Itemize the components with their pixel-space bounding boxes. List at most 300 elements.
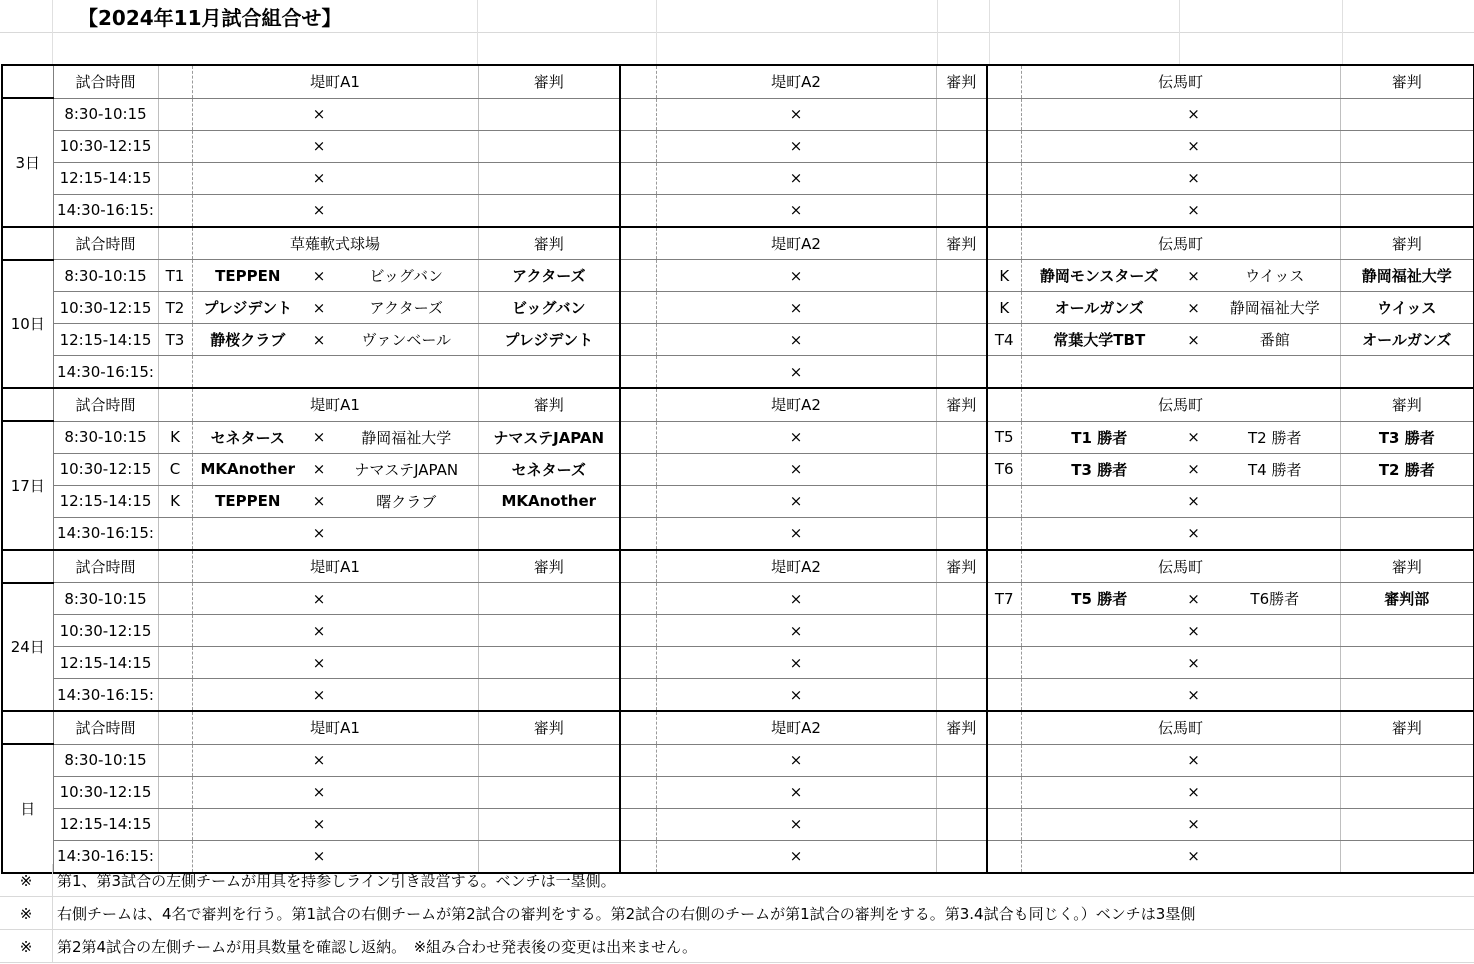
match-code <box>158 615 192 647</box>
code-header-blank <box>158 388 192 421</box>
referee-team <box>936 679 987 712</box>
match-code <box>158 162 192 194</box>
team-left <box>656 162 780 194</box>
versus-mark: × <box>303 776 335 808</box>
referee-team <box>1340 130 1474 162</box>
match-row <box>2 194 1474 227</box>
referee-team: ウイッス <box>1340 292 1474 324</box>
referee-header: 審判 <box>936 388 987 421</box>
versus-mark: × <box>780 679 812 712</box>
referee-team <box>936 356 987 389</box>
team-left: T5 勝者 <box>1021 583 1177 615</box>
team-left <box>1021 679 1177 712</box>
notes-section <box>0 864 1474 963</box>
team-right <box>812 356 936 389</box>
match-code <box>158 776 192 808</box>
code-header-blank <box>987 65 1021 98</box>
referee-team <box>478 356 620 389</box>
team-right <box>1210 615 1340 647</box>
match-code: C <box>158 453 192 485</box>
team-right: アクターズ <box>335 292 478 324</box>
referee-team <box>1340 356 1474 389</box>
match-code <box>987 194 1021 227</box>
team-left <box>192 130 303 162</box>
referee-team <box>478 517 620 550</box>
referee-team <box>936 615 987 647</box>
match-row <box>2 260 1474 292</box>
versus-mark: × <box>1177 583 1210 615</box>
referee-team <box>1340 776 1474 808</box>
versus-mark: × <box>1177 260 1210 292</box>
match-time: 14:30-16:15: <box>53 356 158 389</box>
team-right <box>812 517 936 550</box>
time-header: 試合時間 <box>53 227 158 260</box>
versus-mark: × <box>780 517 812 550</box>
team-left <box>1021 130 1177 162</box>
match-code <box>620 615 656 647</box>
match-time: 14:30-16:15: <box>53 840 158 873</box>
versus-mark: × <box>303 679 335 712</box>
versus-mark: × <box>780 194 812 227</box>
team-right <box>335 615 478 647</box>
match-time: 8:30-10:15 <box>53 421 158 453</box>
venue1-header: 堤町A1 <box>192 550 478 583</box>
match-code <box>987 517 1021 550</box>
team-left <box>1021 98 1177 130</box>
versus-mark: × <box>303 744 335 776</box>
match-code: T3 <box>158 324 192 356</box>
team-right: ヴァンベール <box>335 324 478 356</box>
referee-header: 審判 <box>478 711 620 744</box>
venue2-header: 堤町A2 <box>656 550 936 583</box>
versus-mark: × <box>1177 485 1210 517</box>
referee-header: 審判 <box>1340 65 1474 98</box>
schedule-table <box>1 64 1474 874</box>
day-header-blank <box>2 550 53 583</box>
team-right <box>812 679 936 712</box>
match-code <box>620 485 656 517</box>
team-left <box>192 776 303 808</box>
match-code <box>158 98 192 130</box>
day-header-blank <box>2 227 53 260</box>
match-time: 10:30-12:15 <box>53 130 158 162</box>
note-row <box>0 864 1474 897</box>
match-row <box>2 162 1474 194</box>
gridline <box>0 32 1474 33</box>
versus-mark: × <box>303 130 335 162</box>
referee-header: 審判 <box>478 227 620 260</box>
referee-team <box>936 98 987 130</box>
referee-team: 審判部 <box>1340 583 1474 615</box>
match-code <box>620 260 656 292</box>
match-code: T1 <box>158 260 192 292</box>
team-left <box>656 194 780 227</box>
venue2-header: 堤町A2 <box>656 227 936 260</box>
team-right <box>1210 744 1340 776</box>
note-row <box>0 897 1474 930</box>
referee-team <box>1340 615 1474 647</box>
versus-mark: × <box>780 292 812 324</box>
match-code <box>158 647 192 679</box>
time-header: 試合時間 <box>53 388 158 421</box>
team-right <box>335 647 478 679</box>
match-code <box>158 808 192 840</box>
match-code <box>620 679 656 712</box>
versus-mark: × <box>303 260 335 292</box>
referee-team <box>478 679 620 712</box>
versus-mark: × <box>1177 421 1210 453</box>
team-right: ウイッス <box>1210 260 1340 292</box>
code-header-blank <box>987 227 1021 260</box>
note-text: 第1、第3試合の左側チームが用具を持参しライン引き設営する。ベンチは一塁側。 <box>57 872 616 890</box>
team-right: 曙クラブ <box>335 485 478 517</box>
day-header-blank <box>2 711 53 744</box>
versus-mark: × <box>1177 194 1210 227</box>
referee-team <box>936 485 987 517</box>
versus-mark <box>303 356 335 389</box>
versus-mark: × <box>303 292 335 324</box>
code-header-blank <box>158 711 192 744</box>
match-code <box>158 130 192 162</box>
team-right <box>335 130 478 162</box>
match-code <box>158 194 192 227</box>
match-code: T4 <box>987 324 1021 356</box>
team-left <box>192 679 303 712</box>
versus-mark: × <box>303 324 335 356</box>
team-left <box>656 808 780 840</box>
team-right: 静岡福祉大学 <box>1210 292 1340 324</box>
gridline <box>989 0 990 64</box>
match-time: 10:30-12:15 <box>53 453 158 485</box>
versus-mark: × <box>780 98 812 130</box>
code-header-blank <box>158 550 192 583</box>
versus-mark: × <box>1177 776 1210 808</box>
match-code <box>620 356 656 389</box>
referee-team <box>936 324 987 356</box>
team-left <box>656 679 780 712</box>
venue3-header: 伝馬町 <box>1021 388 1340 421</box>
versus-mark: × <box>780 260 812 292</box>
page-title: 【2024年11月試合組合せ】 <box>78 6 342 30</box>
versus-mark: × <box>303 583 335 615</box>
team-right <box>1210 679 1340 712</box>
referee-team <box>478 744 620 776</box>
team-right <box>812 162 936 194</box>
match-code <box>987 485 1021 517</box>
versus-mark: × <box>303 98 335 130</box>
referee-team <box>936 647 987 679</box>
match-row <box>2 130 1474 162</box>
referee-team <box>1340 194 1474 227</box>
match-code <box>620 808 656 840</box>
versus-mark: × <box>1177 292 1210 324</box>
referee-team <box>1340 808 1474 840</box>
versus-mark: × <box>1177 647 1210 679</box>
team-left <box>1021 615 1177 647</box>
match-code <box>620 517 656 550</box>
team-left <box>656 583 780 615</box>
referee-header: 審判 <box>478 65 620 98</box>
team-left: TEPPEN <box>192 260 303 292</box>
match-code <box>620 130 656 162</box>
team-left <box>1021 485 1177 517</box>
team-right: 静岡福祉大学 <box>335 421 478 453</box>
match-code <box>620 421 656 453</box>
referee-header: 審判 <box>936 550 987 583</box>
referee-team: オールガンズ <box>1340 324 1474 356</box>
team-left <box>656 485 780 517</box>
match-time: 14:30-16:15: <box>53 517 158 550</box>
referee-team: アクターズ <box>478 260 620 292</box>
match-code <box>620 194 656 227</box>
match-row <box>2 647 1474 679</box>
team-left <box>1021 776 1177 808</box>
gridline <box>1342 0 1343 64</box>
referee-header: 審判 <box>1340 227 1474 260</box>
versus-mark: × <box>1177 679 1210 712</box>
code-header-blank <box>620 65 656 98</box>
referee-team <box>478 194 620 227</box>
match-code <box>620 744 656 776</box>
referee-team <box>936 453 987 485</box>
match-time: 8:30-10:15 <box>53 260 158 292</box>
referee-team <box>478 583 620 615</box>
versus-mark: × <box>303 162 335 194</box>
referee-header: 審判 <box>936 227 987 260</box>
team-left <box>656 260 780 292</box>
code-header-blank <box>987 711 1021 744</box>
versus-mark: × <box>780 647 812 679</box>
referee-team <box>1340 647 1474 679</box>
versus-mark: × <box>780 485 812 517</box>
match-time: 14:30-16:15: <box>53 194 158 227</box>
team-right <box>335 194 478 227</box>
referee-team <box>1340 517 1474 550</box>
team-left <box>656 647 780 679</box>
match-time: 8:30-10:15 <box>53 98 158 130</box>
match-time: 14:30-16:15: <box>53 679 158 712</box>
referee-team <box>936 130 987 162</box>
venue3-header: 伝馬町 <box>1021 711 1340 744</box>
team-left <box>192 744 303 776</box>
team-left <box>656 130 780 162</box>
versus-mark: × <box>1177 517 1210 550</box>
referee-team <box>936 194 987 227</box>
match-code <box>620 647 656 679</box>
venue1-header: 堤町A1 <box>192 711 478 744</box>
team-left <box>1021 647 1177 679</box>
team-right <box>335 583 478 615</box>
venue1-header: 堤町A1 <box>192 65 478 98</box>
note-mark: ※ <box>0 864 53 896</box>
team-left: 常葉大学TBT <box>1021 324 1177 356</box>
versus-mark: × <box>1177 840 1210 873</box>
match-time: 10:30-12:15 <box>53 776 158 808</box>
venue2-header: 堤町A2 <box>656 388 936 421</box>
match-code: K <box>987 260 1021 292</box>
match-code: T5 <box>987 421 1021 453</box>
team-left <box>656 324 780 356</box>
code-header-blank <box>987 388 1021 421</box>
team-left <box>656 421 780 453</box>
note-row <box>0 930 1474 963</box>
team-left <box>656 453 780 485</box>
match-row <box>2 517 1474 550</box>
team-right <box>812 744 936 776</box>
match-code <box>620 453 656 485</box>
venue-header-row <box>2 550 1474 583</box>
versus-mark: × <box>303 615 335 647</box>
venue-header-row <box>2 227 1474 260</box>
versus-mark: × <box>303 453 335 485</box>
code-header-blank <box>620 227 656 260</box>
referee-header: 審判 <box>936 65 987 98</box>
match-row <box>2 324 1474 356</box>
day-label: 3日 <box>2 98 53 227</box>
referee-header: 審判 <box>478 550 620 583</box>
referee-team: ナマステJAPAN <box>478 421 620 453</box>
referee-team <box>1340 679 1474 712</box>
match-code <box>620 162 656 194</box>
team-right <box>1210 194 1340 227</box>
venue1-header: 堤町A1 <box>192 388 478 421</box>
match-row <box>2 776 1474 808</box>
team-left: T3 勝者 <box>1021 453 1177 485</box>
match-code <box>620 583 656 615</box>
match-time: 10:30-12:15 <box>53 292 158 324</box>
venue-header-row <box>2 65 1474 98</box>
team-left <box>656 517 780 550</box>
versus-mark: × <box>1177 98 1210 130</box>
referee-header: 審判 <box>1340 711 1474 744</box>
referee-team: T3 勝者 <box>1340 421 1474 453</box>
match-row <box>2 292 1474 324</box>
venue1-header: 草薙軟式球場 <box>192 227 478 260</box>
referee-team: セネターズ <box>478 453 620 485</box>
team-left <box>656 356 780 389</box>
gridline <box>937 0 938 64</box>
team-right <box>812 130 936 162</box>
venue2-header: 堤町A2 <box>656 65 936 98</box>
referee-team <box>936 517 987 550</box>
team-right <box>1210 485 1340 517</box>
team-right <box>335 679 478 712</box>
day-label: 10日 <box>2 260 53 389</box>
gridline <box>656 0 657 64</box>
venue3-header: 伝馬町 <box>1021 227 1340 260</box>
referee-team <box>1340 162 1474 194</box>
match-time: 12:15-14:15 <box>53 808 158 840</box>
match-code <box>987 647 1021 679</box>
team-left <box>192 356 303 389</box>
match-row <box>2 744 1474 776</box>
referee-team: 静岡福祉大学 <box>1340 260 1474 292</box>
referee-team <box>1340 744 1474 776</box>
note-text: 第2第4試合の左側チームが用具数量を確認し返納。 ※組み合わせ発表後の変更は出来ません。 <box>57 938 698 956</box>
gridline <box>477 0 478 64</box>
referee-team <box>936 421 987 453</box>
team-left <box>192 162 303 194</box>
team-right <box>335 744 478 776</box>
versus-mark: × <box>303 194 335 227</box>
team-right <box>335 808 478 840</box>
match-time: 10:30-12:15 <box>53 615 158 647</box>
venue-header-row <box>2 388 1474 421</box>
code-header-blank <box>620 388 656 421</box>
team-right: T2 勝者 <box>1210 421 1340 453</box>
versus-mark: × <box>780 808 812 840</box>
team-left: プレジデント <box>192 292 303 324</box>
team-left <box>1021 162 1177 194</box>
team-left <box>1021 744 1177 776</box>
versus-mark: × <box>1177 453 1210 485</box>
versus-mark: × <box>780 324 812 356</box>
team-right <box>812 647 936 679</box>
match-code: T2 <box>158 292 192 324</box>
note-text: 右側チームは、4名で審判を行う。第1試合の右側チームが第2試合の審判をする。第2試合の右側のチームが第1試合の審判をする。第3.4試合も同じく。）ベンチは3塁側 <box>57 905 1196 923</box>
team-right <box>335 162 478 194</box>
match-code: K <box>158 421 192 453</box>
team-left <box>1021 517 1177 550</box>
match-code: T7 <box>987 583 1021 615</box>
team-right: T6勝者 <box>1210 583 1340 615</box>
match-code <box>987 130 1021 162</box>
referee-team <box>478 647 620 679</box>
versus-mark: × <box>303 840 335 873</box>
time-header: 試合時間 <box>53 711 158 744</box>
team-right <box>1210 517 1340 550</box>
match-code <box>620 776 656 808</box>
code-header-blank <box>987 550 1021 583</box>
team-right <box>812 324 936 356</box>
team-left <box>192 194 303 227</box>
note-mark: ※ <box>0 930 53 962</box>
team-right <box>812 615 936 647</box>
team-right <box>1210 808 1340 840</box>
team-right <box>812 292 936 324</box>
gridline <box>52 0 53 64</box>
venue3-header: 伝馬町 <box>1021 550 1340 583</box>
match-time: 8:30-10:15 <box>53 583 158 615</box>
versus-mark: × <box>1177 615 1210 647</box>
match-code <box>158 744 192 776</box>
referee-team <box>478 776 620 808</box>
match-code <box>987 808 1021 840</box>
team-left <box>192 615 303 647</box>
team-left <box>192 808 303 840</box>
referee-header: 審判 <box>1340 550 1474 583</box>
versus-mark: × <box>780 744 812 776</box>
match-code: T6 <box>987 453 1021 485</box>
versus-mark: × <box>303 421 335 453</box>
versus-mark: × <box>303 517 335 550</box>
team-right <box>1210 130 1340 162</box>
team-left: T1 勝者 <box>1021 421 1177 453</box>
match-time: 12:15-14:15 <box>53 162 158 194</box>
match-code <box>987 615 1021 647</box>
referee-team: MKAnother <box>478 485 620 517</box>
team-left <box>192 98 303 130</box>
match-code <box>987 776 1021 808</box>
match-time: 8:30-10:15 <box>53 744 158 776</box>
referee-team <box>936 162 987 194</box>
match-row <box>2 356 1474 389</box>
team-right <box>812 194 936 227</box>
team-right <box>812 808 936 840</box>
team-right: T4 勝者 <box>1210 453 1340 485</box>
match-row <box>2 615 1474 647</box>
match-row <box>2 808 1474 840</box>
